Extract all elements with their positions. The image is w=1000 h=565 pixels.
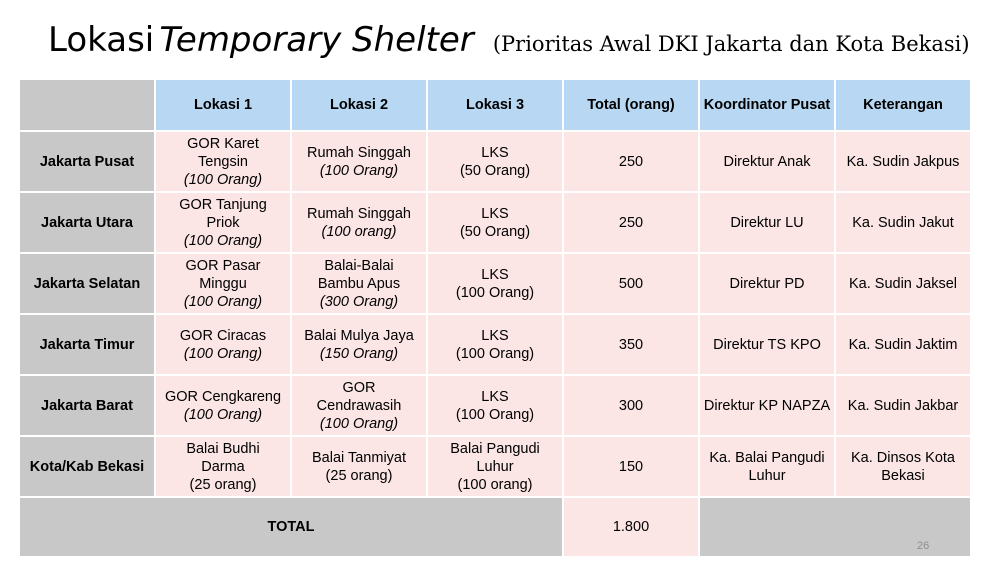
keterangan-cell: Ka. Sudin Jakut [836, 193, 970, 252]
total-label: TOTAL [20, 498, 562, 556]
lokasi1-line: Minggu [199, 275, 247, 292]
lokasi1-line: Darma [201, 458, 245, 475]
keterangan-cell: Ka. Dinsos Kota Bekasi [836, 437, 970, 496]
slide-title [48, 20, 988, 60]
total-cell: 250 [564, 132, 698, 191]
lokasi2-line: (100 Orang) [319, 415, 399, 432]
total-cell: 500 [564, 254, 698, 313]
total-cell: 350 [564, 315, 698, 374]
lokasi2-cell [292, 315, 426, 374]
lokasi3-line: Luhur [476, 458, 514, 475]
table-row [20, 437, 970, 496]
lokasi2-line: (100 Orang) [319, 162, 399, 179]
lokasi1-line: Priok [206, 214, 240, 231]
keterangan-cell: Ka. Sudin Jakpus [836, 132, 970, 191]
lokasi1-line: (100 Orang) [183, 406, 263, 423]
lokasi3-cell [428, 132, 562, 191]
lokasi1-line: GOR Karet [187, 135, 259, 152]
header-lokasi-1: Lokasi 1 [156, 80, 290, 130]
keterangan-cell: Ka. Sudin Jakbar [836, 376, 970, 435]
table-row [20, 132, 970, 191]
koordinator-cell: Direktur LU [700, 193, 834, 252]
region-cell: Jakarta Timur [20, 315, 154, 374]
table-row [20, 315, 970, 374]
table-body [20, 132, 970, 556]
lokasi2-cell [292, 437, 426, 496]
shelter-table [18, 78, 972, 558]
lokasi1-line: GOR Ciracas [179, 327, 267, 344]
lokasi2-cell [292, 254, 426, 313]
region-cell: Jakarta Barat [20, 376, 154, 435]
koordinator-cell: Direktur Anak [700, 132, 834, 191]
lokasi3-line: LKS [481, 205, 509, 222]
lokasi2-line: Balai Mulya Jaya [304, 327, 414, 344]
total-cell: 150 [564, 437, 698, 496]
keterangan-cell: Ka. Sudin Jaktim [836, 315, 970, 374]
total-cell: 300 [564, 376, 698, 435]
koordinator-cell: Direktur KP NAPZA [700, 376, 834, 435]
lokasi1-line: Balai Budhi [186, 440, 260, 457]
lokasi2-line: (100 orang) [321, 223, 397, 240]
koordinator-cell: Ka. Balai Pangudi Luhur [700, 437, 834, 496]
lokasi1-line: Tengsin [198, 153, 248, 170]
lokasi3-cell [428, 193, 562, 252]
lokasi3-line: LKS [481, 388, 509, 405]
total-row [20, 498, 970, 556]
header-keterangan: Keterangan [836, 80, 970, 130]
region-cell: Jakarta Selatan [20, 254, 154, 313]
lokasi3-cell [428, 376, 562, 435]
table-row [20, 254, 970, 313]
lokasi1-line: GOR Tanjung [179, 196, 267, 213]
lokasi3-line: LKS [481, 144, 509, 161]
table-row [20, 193, 970, 252]
koordinator-cell: Direktur PD [700, 254, 834, 313]
lokasi3-cell [428, 315, 562, 374]
title-subtitle: (Prioritas Awal DKI Jakarta dan Kota Bekasi) [492, 32, 970, 56]
lokasi1-line: (100 Orang) [183, 345, 263, 362]
lokasi2-line: Balai-Balai [324, 257, 394, 274]
lokasi2-line: (300 Orang) [319, 293, 399, 310]
title-prefix: Lokasi [48, 20, 155, 60]
lokasi1-line: GOR Pasar [185, 257, 261, 274]
lokasi3-cell [428, 437, 562, 496]
lokasi2-line: Cendrawasih [316, 397, 402, 414]
lokasi2-cell [292, 193, 426, 252]
header-lokasi-3: Lokasi 3 [428, 80, 562, 130]
lokasi2-line: Bambu Apus [317, 275, 401, 292]
region-cell: Jakarta Utara [20, 193, 154, 252]
lokasi2-line: Rumah Singgah [307, 205, 411, 222]
lokasi3-cell [428, 254, 562, 313]
lokasi2-line: GOR [342, 379, 376, 396]
total-value: 1.800 [564, 498, 698, 556]
lokasi3-line: LKS [481, 327, 509, 344]
page-number: 26 [917, 540, 930, 552]
lokasi1-cell [156, 254, 290, 313]
lokasi3-line: (100 orang) [457, 476, 533, 493]
lokasi2-cell [292, 376, 426, 435]
title-italic: Temporary Shelter [159, 20, 474, 60]
lokasi3-line: Balai Pangudi [450, 440, 540, 457]
lokasi3-line: (50 Orang) [459, 223, 531, 240]
lokasi2-line: (25 orang) [325, 467, 393, 484]
header-koordinator-pusat: Koordinator Pusat [700, 80, 834, 130]
region-cell: Jakarta Pusat [20, 132, 154, 191]
lokasi2-line: (150 Orang) [319, 345, 399, 362]
keterangan-cell: Ka. Sudin Jaksel [836, 254, 970, 313]
lokasi3-line: (100 Orang) [455, 284, 535, 301]
lokasi1-cell [156, 132, 290, 191]
header-total: Total (orang) [564, 80, 698, 130]
lokasi3-line: (50 Orang) [459, 162, 531, 179]
lokasi1-line: GOR Cengkareng [164, 388, 282, 405]
lokasi1-cell [156, 315, 290, 374]
lokasi1-line: (100 Orang) [183, 293, 263, 310]
lokasi1-cell [156, 437, 290, 496]
lokasi3-line: (100 Orang) [455, 345, 535, 362]
header-corner [20, 80, 154, 130]
lokasi1-line: (25 orang) [189, 476, 257, 493]
region-cell: Kota/Kab Bekasi [20, 437, 154, 496]
total-empty-cell [700, 498, 970, 556]
lokasi3-line: LKS [481, 266, 509, 283]
lokasi2-line: Rumah Singgah [307, 144, 411, 161]
header-lokasi-2: Lokasi 2 [292, 80, 426, 130]
lokasi1-line: (100 Orang) [183, 171, 263, 188]
lokasi1-line: (100 Orang) [183, 232, 263, 249]
lokasi1-cell [156, 376, 290, 435]
total-cell: 250 [564, 193, 698, 252]
lokasi2-line: Balai Tanmiyat [311, 449, 407, 466]
lokasi3-line: (100 Orang) [455, 406, 535, 423]
table-row [20, 376, 970, 435]
lokasi1-cell [156, 193, 290, 252]
koordinator-cell: Direktur TS KPO [700, 315, 834, 374]
lokasi2-cell [292, 132, 426, 191]
table-header-row [20, 80, 970, 130]
